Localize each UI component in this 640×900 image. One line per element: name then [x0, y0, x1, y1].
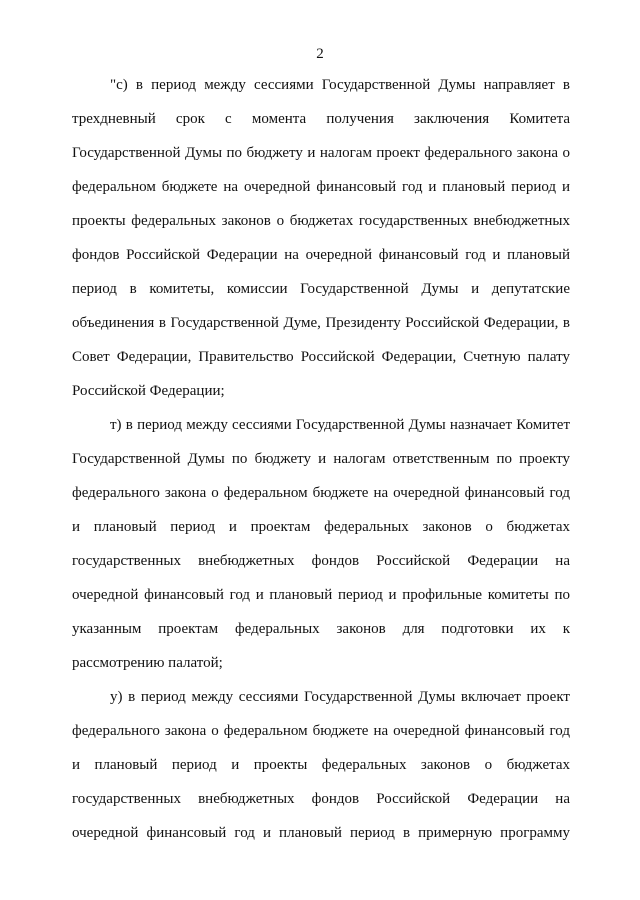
text-line: "с) в период между сессиями Государственной Думы направляет в: [110, 77, 570, 93]
text-line: период в комитеты, комиссии Государственной Думы и депутатские: [72, 281, 570, 297]
text-line: Государственной Думы по бюджету и налогам проект федерального закона о: [72, 145, 570, 161]
document-body: [72, 68, 570, 850]
text-line: и плановый период и проекты федеральных законов о бюджетах: [72, 757, 570, 773]
text-line: Российской Федерации;: [72, 383, 225, 399]
text-line: и плановый период и проектам федеральных законов о бюджетах: [72, 519, 570, 535]
text-line: указанным проектам федеральных законов для подготовки их к: [72, 621, 570, 637]
text-line: государственных внебюджетных фондов Российской Федерации на: [72, 553, 570, 569]
text-line: проекты федеральных законов о бюджетах государственных внебюджетных: [72, 213, 570, 229]
paragraph-s: [72, 68, 570, 408]
page-number: 2: [316, 46, 324, 62]
text-line: государственных внебюджетных фондов Российской Федерации на: [72, 791, 570, 807]
text-line: очередной финансовый год и плановый период и профильные комитеты по: [72, 587, 570, 603]
text-line: фондов Российской Федерации на очередной финансовый год и плановый: [72, 247, 570, 263]
text-line: Совет Федерации, Правительство Российской Федерации, Счетную палату: [72, 349, 570, 365]
paragraph-t: [72, 408, 570, 680]
paragraph-u: [72, 680, 570, 850]
text-line: федерального закона о федеральном бюджете на очередной финансовый год: [72, 723, 570, 739]
text-line: федерального закона о федеральном бюджете на очередной финансовый год: [72, 485, 570, 501]
text-line: трехдневный срок с момента получения заключения Комитета: [72, 111, 570, 127]
text-line: очередной финансовый год и плановый период в примерную программу: [72, 825, 570, 841]
text-line: т) в период между сессиями Государственной Думы назначает Комитет: [110, 417, 570, 433]
text-line: рассмотрению палатой;: [72, 655, 223, 671]
text-line: у) в период между сессиями Государственной Думы включает проект: [110, 689, 570, 705]
text-line: объединения в Государственной Думе, Президенту Российской Федерации, в: [72, 315, 570, 331]
text-line: Государственной Думы по бюджету и налогам ответственным по проекту: [72, 451, 570, 467]
text-line: федеральном бюджете на очередной финансовый год и плановый период и: [72, 179, 570, 195]
